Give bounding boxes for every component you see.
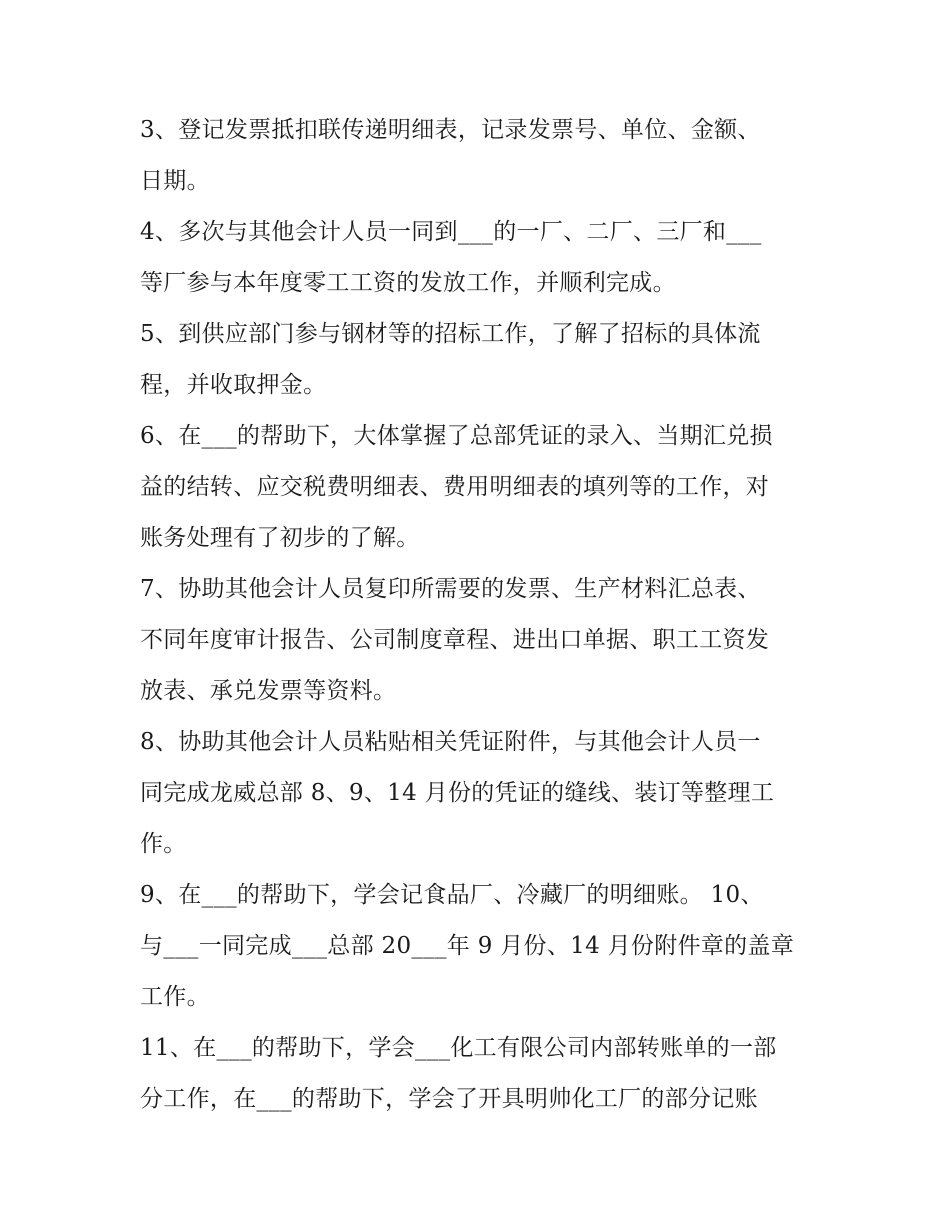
text-line: 程，并收取押金。 [140, 372, 327, 398]
text-line: 4、多次与其他会计人员一同到___的一厂、二厂、三厂和___ [140, 219, 762, 245]
text-line: 6、在___的帮助下，大体掌握了总部凭证的录入、当期汇兑损 [140, 423, 773, 449]
text-line: 工作。 [140, 984, 210, 1010]
text-line: 3、登记发票抵扣联传递明细表，记录发票号、单位、金额、 [140, 117, 761, 143]
text-line: 5、到供应部门参与钢材等的招标工作，了解了招标的具体流 [140, 321, 761, 347]
text-line: 8、协助其他会计人员粘贴相关凭证附件，与其他会计人员一 [140, 729, 761, 755]
text-line: 7、协助其他会计人员复印所需要的发票、生产材料汇总表、 [140, 576, 761, 602]
text-line: 分工作，在___的帮助下，学会了开具明帅化工厂的部分记账 [140, 1086, 758, 1112]
text-line: 日期。 [140, 168, 210, 194]
text-line: 放表、承兑发票等资料。 [140, 678, 397, 704]
text-line: 作。 [140, 831, 187, 857]
text-line: 等厂参与本年度零工工资的发放工作，并顺利完成。 [140, 270, 676, 296]
text-line: 不同年度审计报告、公司制度章程、进出口单据、职工工资发 [140, 627, 770, 653]
text-line: 与___一同完成___总部 20___年 9 月份、14 月份附件章的盖章 [140, 933, 795, 959]
text-line: 同完成龙威总部 8、9、14 月份的凭证的缝线、装订等整理工 [140, 780, 775, 806]
text-line: 账务处理有了初步的了解。 [140, 525, 420, 551]
document-body [140, 105, 820, 1125]
text-line: 9、在___的帮助下，学会记食品厂、冷藏厂的明细账。 10、 [140, 882, 764, 908]
text-line: 11、在___的帮助下，学会___化工有限公司内部转账单的一部 [140, 1035, 777, 1061]
text-line: 益的结转、应交税费明细表、费用明细表的填列等的工作，对 [140, 474, 770, 500]
